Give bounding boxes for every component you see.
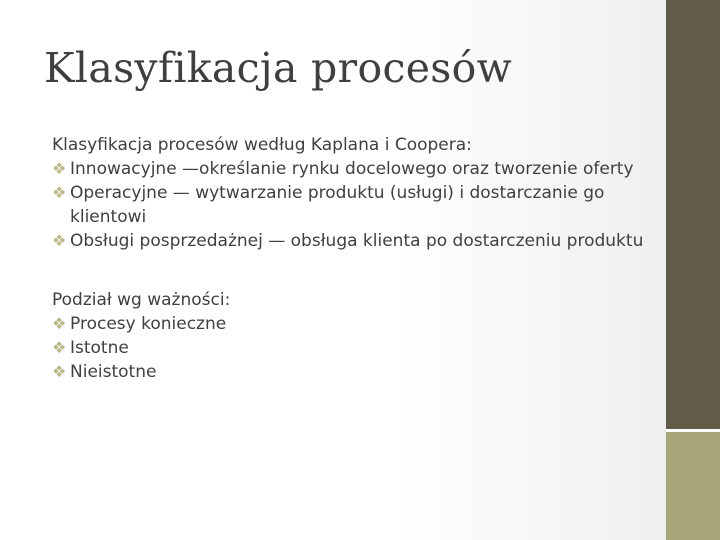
list-item-text: Obsługi posprzedażnej — obsługa klienta po dostarczeniu produktu <box>70 231 644 251</box>
slide-content <box>52 133 652 384</box>
list-item-text: Istotne <box>70 338 129 358</box>
list-item-text: Nieistotne <box>70 362 157 382</box>
list-item <box>52 312 652 336</box>
diamond-bullet-icon: ❖ <box>52 338 67 357</box>
diamond-bullet-icon: ❖ <box>52 231 67 250</box>
spacer <box>52 253 652 288</box>
list-item <box>52 360 652 384</box>
list-item-text: Procesy konieczne <box>70 314 227 334</box>
importance-heading: Podział wg ważności: <box>52 290 231 310</box>
list-item-text: Innowacyjne —określanie rynku docelowego oraz tworzenie oferty <box>70 159 634 179</box>
list-item-text: Operacyjne — wytwarzanie produktu (usługi) i dostarczanie go klientowi <box>70 183 605 227</box>
list-item <box>52 157 652 181</box>
diamond-bullet-icon: ❖ <box>52 362 67 381</box>
diamond-bullet-icon: ❖ <box>52 159 67 178</box>
list-item <box>52 336 652 360</box>
diamond-bullet-icon: ❖ <box>52 314 67 333</box>
slide-title: Klasyfikacja procesów <box>44 44 512 92</box>
diamond-bullet-icon: ❖ <box>52 183 67 202</box>
list-item <box>52 181 652 229</box>
intro-text: Klasyfikacja procesów według Kaplana i Coopera: <box>52 135 472 155</box>
list-item <box>52 229 652 253</box>
sidebar-accent-block <box>666 432 720 540</box>
